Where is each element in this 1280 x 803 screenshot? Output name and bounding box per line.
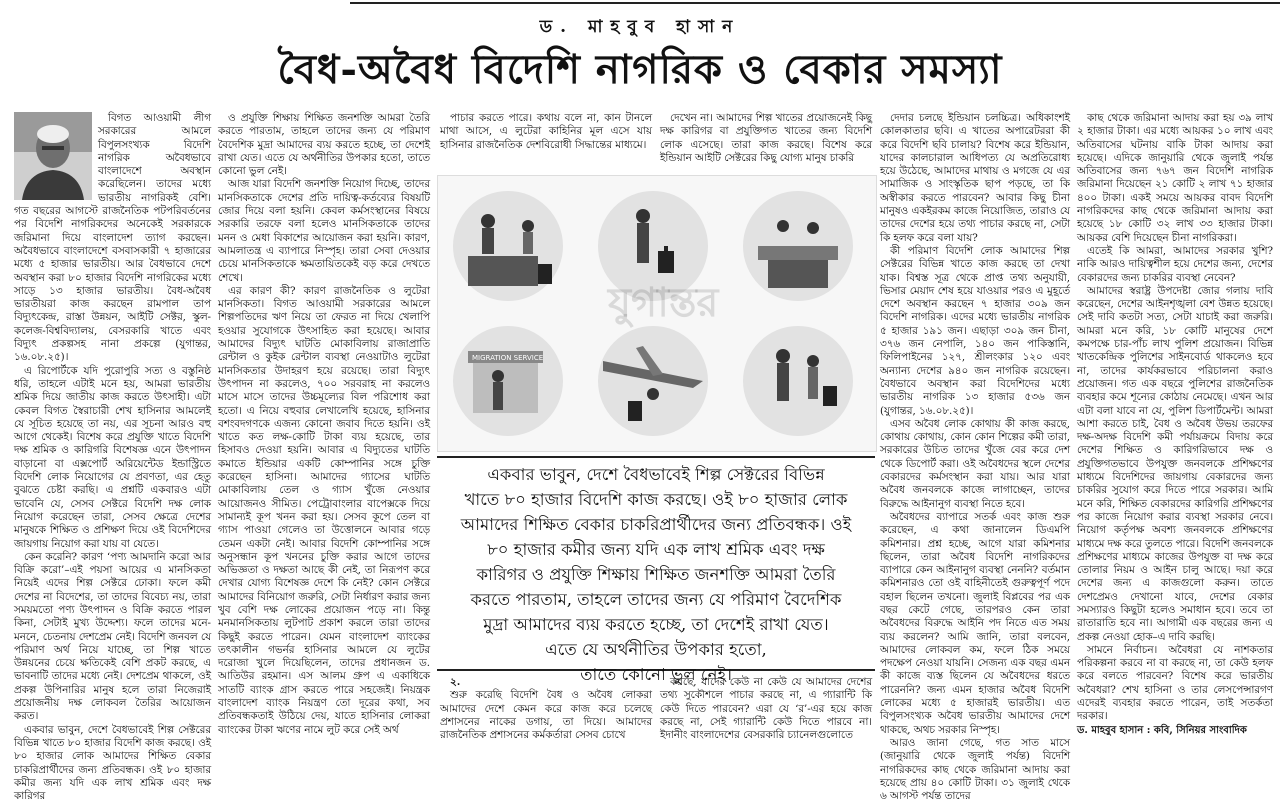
paragraph: এর কারণ কী? কারণ রাজনৈতিক ও লুটেরা মানসিকতা। বিগত আওয়ামী সরকারের আমলে শিল্পপতিদের ঋণ নিয়ে তা ফেরত না দিয়ে খেলাপি হওয়ার সুযোগকে উৎসাহিত করা হয়েছে। আবার আমাদের বিদ্যুৎ ঘাটতি মোকাবিলায় রাজাপ্রাতি রেন্টাল ও কুইক রেন্টাল ব্যবস্থা নেওয়াটাও লুটেরা মানসিকতার উদাহরণ হয়ে রয়েছে। তারা বিদ্যুৎ উৎপাদন না করলেও, ৭০০ সরবরাহ না করলেও মাসে মাসে তাদের উচ্চমূল্যের বিল পরিশোধ করা হতো। এ নিয়ে বহুবার লেখালেখি হয়েছে, হাসিনার বশংবদগণকে এজন্য কোনো জবাব দিতে হয়নি। ওই খাতে কত লক্ষ-কোটি টাকা ব্যয় হয়েছে, তার হিসাবও দেওয়া হয়নি। আবার এ বিদ্যুতের ঘাটতি কমাতে ইন্ডিয়ার একটি কোম্পানির সঙ্গে চুক্তি করেছেন হাসিনা। আমাদের গ্যাসের ঘাটতি মোকাবিলায় তেল ও গ্যাস খুঁজে নেওয়ার আয়োজনও সীমিত। পেট্রোবাংলার বাপেক্সকে দিয়ে সামান্যই কূপ খনন করা হয়। সেসব কূপে তেল বা গ্যাস পাওয়া গেলেও তা উত্তোলনে আবার গড়ে তেমন একটা নেই। আবার বিদেশি কোম্পানির সঙ্গে অনুসন্ধান কূপ খননের চুক্তি করার আগে তাদের অভিজ্ঞতা ও দক্ষতা আছে কী নেই, তা নিরূপণ করে দেখার যোগ্য বিশেষজ্ঞ দেশে কি নেই? কোন সেক্টরে আমাদের বিনিয়োগ জরুরি, সেটা নির্ধারণ করার জন্য খুব বেশি দক্ষ লোকের প্রয়োজন পড়ে না। কিন্তু মনমানসিকতায় লুটপাট প্রকাশ করলে তারা তাদের কিছুই করতে পারেন। যেমন বাংলাদেশ ব্যাংকের তৎকালীন গভর্নর হাসিনার আমলে যে লুটের দরোজা খুলে দিয়েছিলেন, তাদের প্রধানজন ড. আতিউর রহমান। এস আলম গ্রুপ এ একাধিকে সাতটি ব্যাংক গ্রাস করতে পারে সহজেই। নিয়ন্ত্রক বাংলাদেশ ব্যাংক নিয়ন্ত্রণ তো দূরের কথা, সব প্রতিবন্ধকতাই উঠিয়ে দেয়, যাতে হাসিনার লোকরা ব্যাংকের টাকা ঋণের নামে লুট করে সেই অর্থ (218, 284, 430, 736)
column-4-bottom (660, 676, 872, 751)
pull-quote-line: এতে যে অর্থনীতির উপকার হতো, (545, 640, 767, 659)
column-6 (1077, 112, 1273, 748)
paragraph: করছে, যাদের কেউ না কেউ যে আমাদের দেশের তথ্য সুকৌশলে পাচার করছে না, এ গ্যারান্টি কি কেউ দিতে পারবেন? এরা যে ‘র’-এর হয়ে কাজ করছে না, সেই গ্যারান্টি কেউ দিতে পারবে না। ইদানীং বাংলাদেশের বেসরকারি চ্যানেলগুলোতে (660, 676, 872, 742)
headline: বৈধ-অবৈধ বিদেশি নাগরিক ও বেকার সমস্যা (277, 46, 1003, 93)
column-5 (880, 112, 1070, 803)
pull-quote-line: করতে পারতাম, তাহলে তাদের জন্য যে পরিমাণ বৈদেশিক (470, 590, 842, 609)
watermark: যুগান্তর (608, 279, 719, 326)
paragraph: অবৈধদের ব্যাপারে সতর্ক এবং কাজ শুরু করেছেন, এ কথা জানালেন ডিএমপি কমিশনার। প্রশ্ন হচ্ছে, আগে যারা কমিশনার ছিলেন, তারা অবৈধ বিদেশি নাগরিকদের ব্যাপারে কেন আইনানুগ ব্যবস্থা নেননি? বর্তমান কমিশনারও তো ওই বাহিনীতেই গুরুত্বপূর্ণ পদে বহাল ছিলেন তখনো। জুলাই বিপ্লবের পর এক বছর কেটে গেছে, তারপরও কেন তারা অবৈধদের বিরুদ্ধে আইনি পদ নিতে এত সময় ব্যয় করলেন? আমি জানি, তারা বলবেন, আমাদের লোকবল কম, ফলে ঠিক সময়ে পদক্ষেপ নেওয়া যায়নি। সেজন্য এক বছর এমন কী কাজে ব্যস্ত ছিলেন যে অবৈধদের ধরতে পারেননি? জন্য এমন হাজার অবৈধ বিদেশি লোকের মধ্যে ৫ হাজারই ভারতীয়। এত বিপুলসংখ্যক অবৈধ ভারতীয় আমাদের দেশে থাকছে, অথচ সরকার নিস্পৃহ। (880, 510, 1070, 736)
paragraph: আমাদের স্বরাষ্ট্র উপদেষ্টা জোর গলায় দাবি করেছেন, দেশের আইনশৃঙ্খলা বেশ উন্নত হয়েছে। সেই দাবি কতটা সত্য, সেটা যাচাই করা জরুরি। আমরা মনে করি, ১৮ কোটি মানুষের দেশে কমপক্ষে চার-পাঁচ লাখ পুলিশ প্রয়োজন। বিভিন্ন খাতকেন্দ্রিক পুলিশের সাইনবোর্ড থাকলেও হবে না, তাদের কার্যকরভাবে পরিচালনা করাও প্রয়োজন। গত এক বছরে পুলিশের রাজনৈতিক ব্যবহার কমে শূন্যের কোঠায় নেমেছে। এখন আর এটা বলা যাবে না যে, পুলিশ ডিপার্টমেন্ট। আমরা আশা করতে চাই, বৈধ ও অবৈধ উভয় তরফের দক্ষ-অদক্ষ বিদেশি কমী পর্যায়ক্রমে বিদায় করে দেশের শিক্ষিত ও কারিগরিভাবে দক্ষ ও প্রযুক্তিগতভাবে উপযুক্ত জনবলকে প্রশিক্ষণের মাধ্যমে বিদেশিদের জায়গায় বেকারদের জন্য চাকরির সুযোগ করে দিতে পারে সরকার। আমি মনে করি, শিক্ষিত বেকারদের কারিগরি প্রশিক্ষণের পর কাজে নিয়োগ করার ব্যবস্থা সরকার নেবে। নিয়োগ কর্তৃপক্ষ অবশ্য জনবলকে প্রশিক্ষণের মাধ্যমে দক্ষ করে তুলতে পারে। বিদেশি জনবলকে প্রশিক্ষণের মাধ্যমে কাজের উপযুক্ত বা দক্ষ করে তোলার নিয়ম ও আইন চালু আছে। দয়া করে দেশের জন্য এ কাজগুলো করুন। তাতে দেশপ্রেমও দেখানো যাবে, দেশের বেকার সমস্যারও কিছুটা হলেও সমাধান হবে। তবে তা রাতারাতি হবে না। আগামী এক বছরের জন্য এ প্রকল্প নেওয়া হোক–এ দাবি করছি। (1077, 284, 1273, 643)
paragraph: বিগত আওয়ামী লীগ সরকারের আমলে বিপুলসংখ্যক বিদেশি নাগরিক অবৈধভাবে বাংলাদেশে অবস্থান করেছিলেন। তাদের মধ্যে ভারতীয় নাগরিকই বেশি। গত বছরের আগস্টে রাজনৈতিক পটপরিবর্তনের পর বিদেশি নাগরিকদের অনেকেই সরকারকে জরিমানা দিয়ে বাংলাদেশ ত্যাগ করছেন। অবৈধভাবে বাংলাদেশে বসবাসকারী ৭ হাজারের মধ্যে ৫ হাজার ভারতীয়। আর বৈধভাবে দেশে অবস্থান করা ৮০ হাজার বিদেশি নাগরিকের মধ্যে সাড়ে ১৩ হাজার ভারতীয়। বৈধ-অবৈধ ভারতীয়রা কাজ করছেন রামপাল তাপ বিদ্যুৎকেন্দ্র, রাস্তা উন্নয়ন, আইটি সেক্টর, স্কুল-কলেজ-বিশ্ববিদ্যালয়, বেসরকারি খাতে এবং বিদ্যুৎ প্রকল্পসহ নানা প্রকল্পে (যুগান্তর, ১৬.০৮.২৫)। (14, 112, 211, 364)
paragraph: দেদার চলছে ইন্ডিয়ান চলচ্চিত্র। অধিকাংশই কোলকাতার ছবি। এ খাতের অপারেটররা কী করে বিদেশি ছবি চালায়? বিশেষ করে ইন্ডিয়ান, যাদের কালচারাল আধিপত্য যে অপ্রতিরোধ্য হয়ে উঠেছে, আমাদের মাথায় ও মগজে যে এর সামাজিক ও সাংস্কৃতিক ছাপ পড়ছে, তা কি অস্বীকার করতে পারবেন? আবার কিছু চীনা মানুষও একইরকম কাজে নিয়োজিত, তারাও যে তাদের দেশের হয়ে তথ্য পাচার করছে না, সেটা কি হলফ করে বলা যায়? (880, 112, 1070, 244)
paragraph: এ রিপোর্টকে যদি পুরোপুরি সত্য ও বস্তুনিষ্ঠ ধরি, তাহলে এটাই মনে হয়, আমরা ভারতীয় শ্রমিক দিয়ে জাতীয় কাজ করতে উৎসাহী। এটা কেবল বিগত স্বৈরাচারী শেখ হাসিনার আমলেই যে সূচিত হয়েছে তা নয়, এর সূচনা আরও বহু আগে থেকেই। বিশেষ করে প্রযুক্তি খাতে বিদেশি দক্ষ শ্রমিক ও কারিগরি বিশেষজ্ঞ এনে উৎপাদন বাড়ানো বা এক্সপোর্ট অরিয়েন্টেড ইন্ডাস্ট্রিতে বিদেশি লোক নিয়োগের যে প্রবণতা, এর হেতু বুঝতে চেষ্টা করছি। এ প্রশ্নটি একবারও এটা ভাবেনি যে, সেসব সেক্টরে বিদেশি দক্ষ লোক নিয়োগ করেছেন তারা, সেসব ক্ষেত্রে দেশের মানুষকে শিক্ষিত ও প্রশিক্ষণ দিয়ে ওই বিদেশিদের জায়গায় নিয়োগ করা যায় বা যেতে। (14, 364, 211, 550)
paragraph: সামনে নির্বাচন। অবৈধরা যে নাশকতার পরিকল্পনা করবে না বা করছে না, তা কেউ হলফ করে বলতে পারবেন? বিশেষ করে ভারতীয় অবৈধরা? শেখ হাসিনা ও তার লেসপেন্সারগণ এদেরই ব্যবহার করতে পারেন, তাই সতর্কতা দরকার। (1077, 643, 1273, 723)
pull-quote-line: একবার ভাবুন, দেশে বৈধভাবেই শিল্প সেক্টরের বিভিন্ন (487, 465, 825, 484)
paragraph: ও প্রযুক্তি শিক্ষায় শিক্ষিত জনশক্তি আমরা তৈরি করতে পারতাম, তাহলে তাদের জন্য যে পরিমাণ বৈদেশিক মুদ্রা আমাদের ব্যয় করতে হচ্ছে, তা দেশেই রাখা যেত। এতে যে অর্থনীতির উপকার হতো, তাতে কোনো ভুল নেই। (218, 112, 430, 178)
column-1 (14, 112, 211, 803)
pull-quote-line: তাতে কোনো ভুল নেই। (580, 665, 732, 684)
paragraph: কী পরিমাণ বিদেশি লোক আমাদের শিল্প সেক্টরের বিভিন্ন খাতে কাজ করছে তা দেখা যাক। বিশ্বস্ত সূত্র থেকে প্রাপ্ত তথ্য অনুযায়ী, ভিসার মেয়াদ শেষ হয়ে যাওয়ার পরও এ মুহূর্তে দেশে অবস্থান করছেন ৭ হাজার ৩০৯ জন বিদেশি নাগরিক। এদের মধ্যে ভারতীয় নাগরিক ৫ হাজার ১৯১ জন। এছাড়া ৩০৯ জন চীনা, ৩৭৬ জন নেপালি, ১৪০ জন পাকিস্তানি, ফিলিপাইনের ১২৭, শ্রীলংকার ১২০ এবং অন্যান্য দেশের ৯৪০ জন নাগরিক রয়েছেন। বৈধভাবে অবস্থান করা বিদেশিদের মধ্যে ভারতীয় নাগরিক ১৩ হাজার ৫৩৬ জন (যুগান্তর, ১৬.০৮.২৫)। (880, 244, 1070, 417)
paragraph: এসব অবৈধ লোক কোথায় কী কাজ করছে, কোথায় কোথায়, কোন কোন শিল্পের কমী তারা, সরকারের উচিত তাদের খুঁজে বের করে দেশ থেকে ডিপোর্ট করা। ওই অবৈধদের স্থলে দেশের বেকারদের কর্মসংস্থান করা যায়। আর যারা অবৈধ জনবলকে কাজে লাগাচ্ছেন, তাদের বিরুদ্ধে আইনানুগ ব্যবস্থা নিতে হবে। (880, 417, 1070, 510)
booth-sign: MIGRATION SERVICE (472, 354, 544, 362)
author-photo (14, 112, 92, 200)
column-2 (218, 112, 430, 736)
paragraph: কেন করেনি? কারণ ‘পণ্য আমদানি করো আর বিক্রি করো’–এই পয়সা আয়ের এ মানসিকতা নিয়েই এদের শিল্প সেক্টরে ঢোকা। ফলে কমী দেশের না বিদেশের, তা তাদের বিবেচ্য নয়, তারা সময়মতো পণ্য উৎপাদন ও বিক্রি করতে পারল কিনা, সেটাই মুখ্য উদ্দেশ্য। ফলে তাদের মনে-মননে, চেতনায় দেশপ্রেম নেই। বিদেশি জনবল যে পরিমাণ অর্থ নিয়ে যাচ্ছে, তা শিল্প খাতে উন্নয়নের চেয়ে ক্ষতিকেই বেশি প্রকট করছে, এ ভাবনাটি তাদের মধ্যে নেই। দেশপ্রেম থাকলে, ওই প্রকল্প উপিনারির মানুষ হলে তারা নিজেরাই প্রয়োজনীয় দক্ষ লোকবল তৈরির আয়োজন করত। (14, 550, 211, 723)
illustration (437, 175, 877, 452)
pull-quote-line: খাতে ৮০ হাজার বিদেশি কাজ করছে। ওই ৮০ হাজার লোক (464, 490, 848, 509)
paragraph: পাচার করতে পারে। কথায় বলে না, কান টানলে মাথা আসে, এ লুটেরা কাহিনির মূল এসে যায় হাসিনার রাজনৈতিক দেশবিরোধী সিদ্ধান্তের মাধ্যমে। (440, 112, 652, 151)
column-3-bottom (440, 676, 652, 751)
pull-quote-line: মুদ্রা আমাদের ব্যয় করতে হচ্ছে, তা দেশেই রাখা যেত। (483, 615, 829, 634)
paragraph: শুরু করেছি বিদেশি বৈধ ও অবৈধ লোকরা আমাদের দেশে কেমন করে কাজ করে চলেছে প্রশাসনের নাকের ডগায়, তা দিয়ে। আমাদের রাজনৈতিক প্রশাসনের কর্মকর্তারা সেসব চোখে (440, 689, 652, 742)
column-4 (660, 112, 872, 172)
pull-quote-line: ৮০ হাজার কমীর জন্য যদি এক লাখ শ্রমিক এবং দক্ষ (487, 540, 825, 559)
top-rule (350, 2, 1280, 4)
byline: ড. মাহবুব হাসান (539, 17, 741, 37)
paragraph: আজ যারা বিদেশি জনশক্তি নিয়োগ দিচ্ছে, তাদের মানসিকতাকে দেশের প্রতি দায়িত্ব-কর্তব্যের বিষয়টি জোর দিয়ে বলা হয়নি। কেবল কর্মসংস্থানের বিষয়ে সরকারি তরফে বলা হলেও মানসিকতাকে তাদের মনন ও মেধা বিকাশের আয়োজন করা হয়নি। কারণ, আমলাতন্ত্র এ ব্যাপারে নিস্পৃহ। তারা সেবা দেওয়ার চেয়ে মানসিকতাকে ক্ষমতায়িতকেই বড় করে দেখতে শেখে। (218, 178, 430, 284)
column-3 (440, 112, 652, 172)
paragraph: আরও জানা গেছে, গত সাত মাসে (জানুয়ারি থেকে জুলাই পর্যন্ত) বিদেশি নাগরিকদের কাছ থেকে জরিমানা আদায় করা হয়েছে প্রায় ৪০ কোটি টাকা। ৩১ জুলাই থেকে ৬ আগস্ট পর্যন্ত তাদের (880, 736, 1070, 803)
paragraph: কাছ থেকে জরিমানা আদায় করা হয় ৩৯ লাখ ২ হাজার টাকা। এর মধ্যে আয়কর ১০ লাখ এবং অতিবাসের ঘটনায় বাকি টাকা আদায় করা হয়েছে। এদিকে জানুয়ারি থেকে জুলাই পর্যন্ত অতিবাসের জন্য ৭৬৭ জন বিদেশি নাগরিক জরিমানা দিয়েছেন ২১ কোটি ২ লাখ ৭১ হাজার ৪০০ টাকা। একই সময়ে আয়কর বাবদ বিদেশি নাগরিকদের কাছ থেকে জরিমানা আদায় করা হয়েছে ১৮ কোটি ৩২ লাখ ৩৩ হাজার টাকা। আয়কর বেশি দিয়েছেন চীনা নাগরিকরা। (1077, 112, 1273, 244)
pull-quote-line: কারিগর ও প্রযুক্তি শিক্ষায় শিক্ষিত জনশক্তি আমরা তৈরি (476, 565, 836, 584)
paragraph: দেখেন না। আমাদের শিল্প খাতের প্রয়োজনেই কিছু দক্ষ কারিগর বা প্রযুক্তিগত খাতের জন্য বিদেশি লোক এসেছে। তারা কাজ করছে। বিশেষ করে ইন্ডিয়ান আইটি সেক্টরের কিছু যোগ্য মানুষ চাকরি (660, 112, 872, 164)
paragraph: একবার ভাবুন, দেশে বৈধভাবেই শিল্প সেক্টরের বিভিন্ন খাতে ৮০ হাজার বিদেশি কাজ করছে। ওই ৮০ হাজার লোক আমাদের শিক্ষিত বেকার চাকরিপ্রার্থীদের জন্য প্রতিবন্ধক। ওই ৮০ হাজার কমীর জন্য যদি এক লাখ শ্রমিক এবং দক্ষ কারিগর (14, 723, 211, 803)
pull-quote-line: আমাদের শিক্ষিত বেকার চাকরিপ্রার্থীদের জন্য প্রতিবন্ধক। ওই (460, 515, 852, 534)
pull-quote (437, 456, 875, 684)
author-signature: ড. মাহবুব হাসান : কবি, সিনিয়র সাংবাদিক (1077, 724, 1247, 736)
section-number: ২. (450, 676, 461, 688)
paragraph: এতেই কি আমরা, আমাদের সরকার খুশি? নাকি আরও দায়িত্বশীল হয়ে দেশের জন্য, দেশের বেকারদের জন্য চাকরির ব্যবস্থা নেবেন? (1077, 244, 1273, 284)
